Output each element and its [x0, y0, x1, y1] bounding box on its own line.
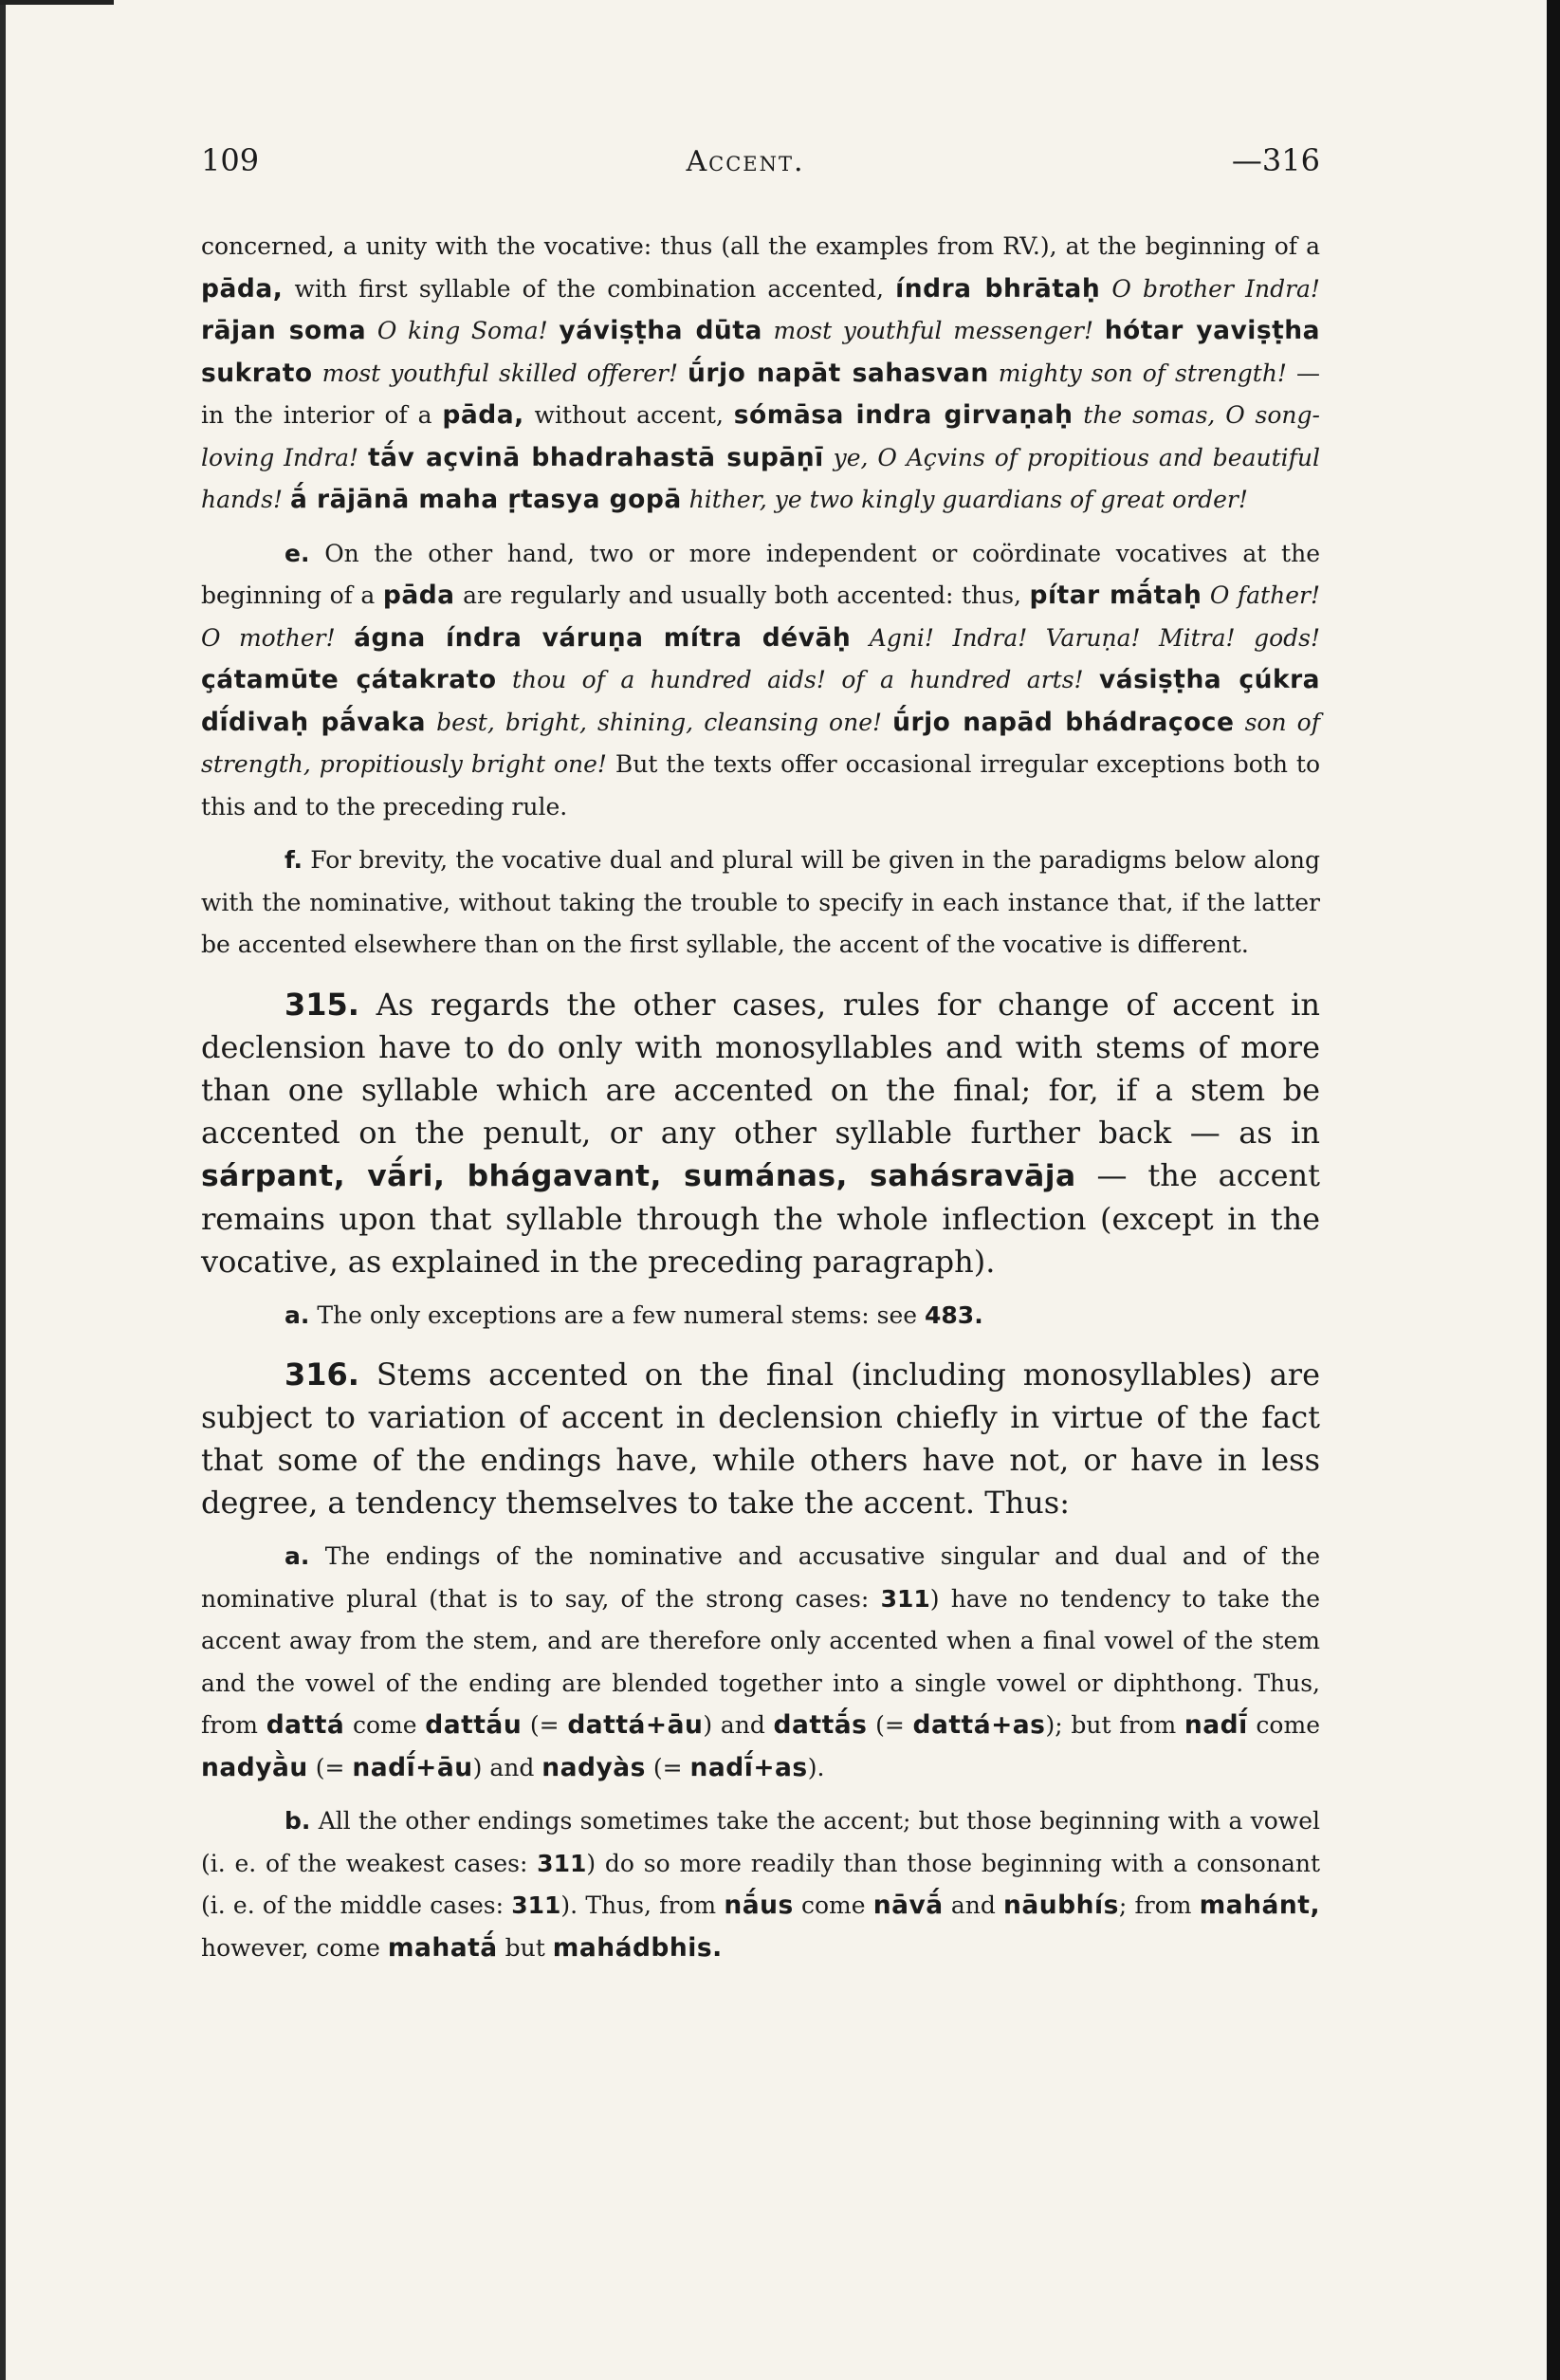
section-range: —316 — [1231, 142, 1320, 178]
paragraph-315a: a. The only exceptions are a few numeral stems: see 483. — [284, 1301, 983, 1329]
section-number-315: 315. — [284, 986, 359, 1023]
section-316: 316. Stems accented on the final (including monosyllables) are subject to variation of accent in declension chiefly in virtue of the fact that some of the endings have, while others have not, or have in less degree, a tendency themselves to take the accent. Thus: — [201, 1356, 1320, 1521]
scan-edge-right — [1547, 0, 1560, 2380]
paragraph-f: f. For brevity, the vocative dual and plural will be given in the paradigms below along with the nominative, without taking the trouble to specify in each instance that, if the latter be accented elsewhere than on the first syllable, the accent of the vocative is different. — [201, 846, 1320, 958]
paragraph-vocative-continued: concerned, a unity with the vocative: thus (all the examples from RV.), at the beginning of a pāda, with first syllable of the combination accented, índra bhrātaḥ O brother Indra! rājan soma O king Soma! yáviṣṭha dūta most youthful messenger! hótar yaviṣṭha sukrato most youthful skilled offerer! ū́rjo napāt sahasvan mighty son of strength! — in the interior of a pāda, without accent, sómāsa indra girvaṇaḥ the somas, O song-loving Indra! tā́v açvinā bhadrahastā supāṇī ye, O Açvins of propitious and beautiful hands! ā́ rājānā maha ṛtasya gopā hither, ye two kingly guardians of great order! — [201, 232, 1321, 514]
page-header — [201, 142, 1320, 178]
paragraph-316a: a. The endings of the nominative and accusative singular and dual and of the nominative plural (that is to say, of the strong cases: 311) have no tendency to take the accent away from the stem, and are therefore only accented when a final vowel of the stem and the vowel of the ending are blended together into a single vowel or diphthong. Thus, from dattá come dattā́u (= dattá+āu) and dattā́s (= dattá+as); but from nadī́ come nadyā̀u (= nadī́+āu) and nadyàs (= nadī́+as). — [201, 1542, 1320, 1782]
book-page — [201, 142, 1320, 1969]
section-315: 315. As regards the other cases, rules for change of accent in declension have to do only with monosyllables and with stems of more than one syllable which are accented on the final; for, if a stem be accented on the penult, or any other syllable further back — as in sárpant, vā́ri, bhágavant, sumánas, sahásravāja — the accent remains upon that syllable through the whole inflection (except in the vocative, as explained in the preceding paragraph). — [201, 986, 1321, 1280]
running-head: Accent. — [686, 145, 805, 178]
scan-edge-top — [0, 0, 114, 5]
scan-edge-left — [0, 0, 6, 2380]
paragraph-316b: b. All the other endings sometimes take the accent; but those beginning with a vowel (i. e. of the weakest cases: 311) do so more readily than those beginning with a consonant (i. e. of the middle cases: 311). Thus, from nā́us come nāvā́ and nāubhís; from mahánt, however, come mahatā́ but mahádbhis. — [201, 1807, 1321, 1963]
page-number: 109 — [201, 142, 260, 178]
section-number-316: 316. — [284, 1356, 359, 1393]
paragraph-e: e. On the other hand, two or more independent or coördinate vocatives at the beginning of a pāda are regularly and usually both accented: thus, pítar mā́taḥ O father! O mother! ágna índra váruṇa mítra dévāḥ Agni! Indra! Varuṇa! Mitra! gods! çátamūte çátakrato thou of a hundred aids! of a hundred arts! vásiṣṭha çúkra dī́divaḥ pā́vaka best, bright, shining, cleansing one! ū́rjo napād bhádraçoce son of strength, propitiously bright one! But the texts offer occasional irregular exceptions both to this and to the preceding rule. — [201, 539, 1321, 821]
cross-reference-483: 483. — [925, 1301, 983, 1329]
